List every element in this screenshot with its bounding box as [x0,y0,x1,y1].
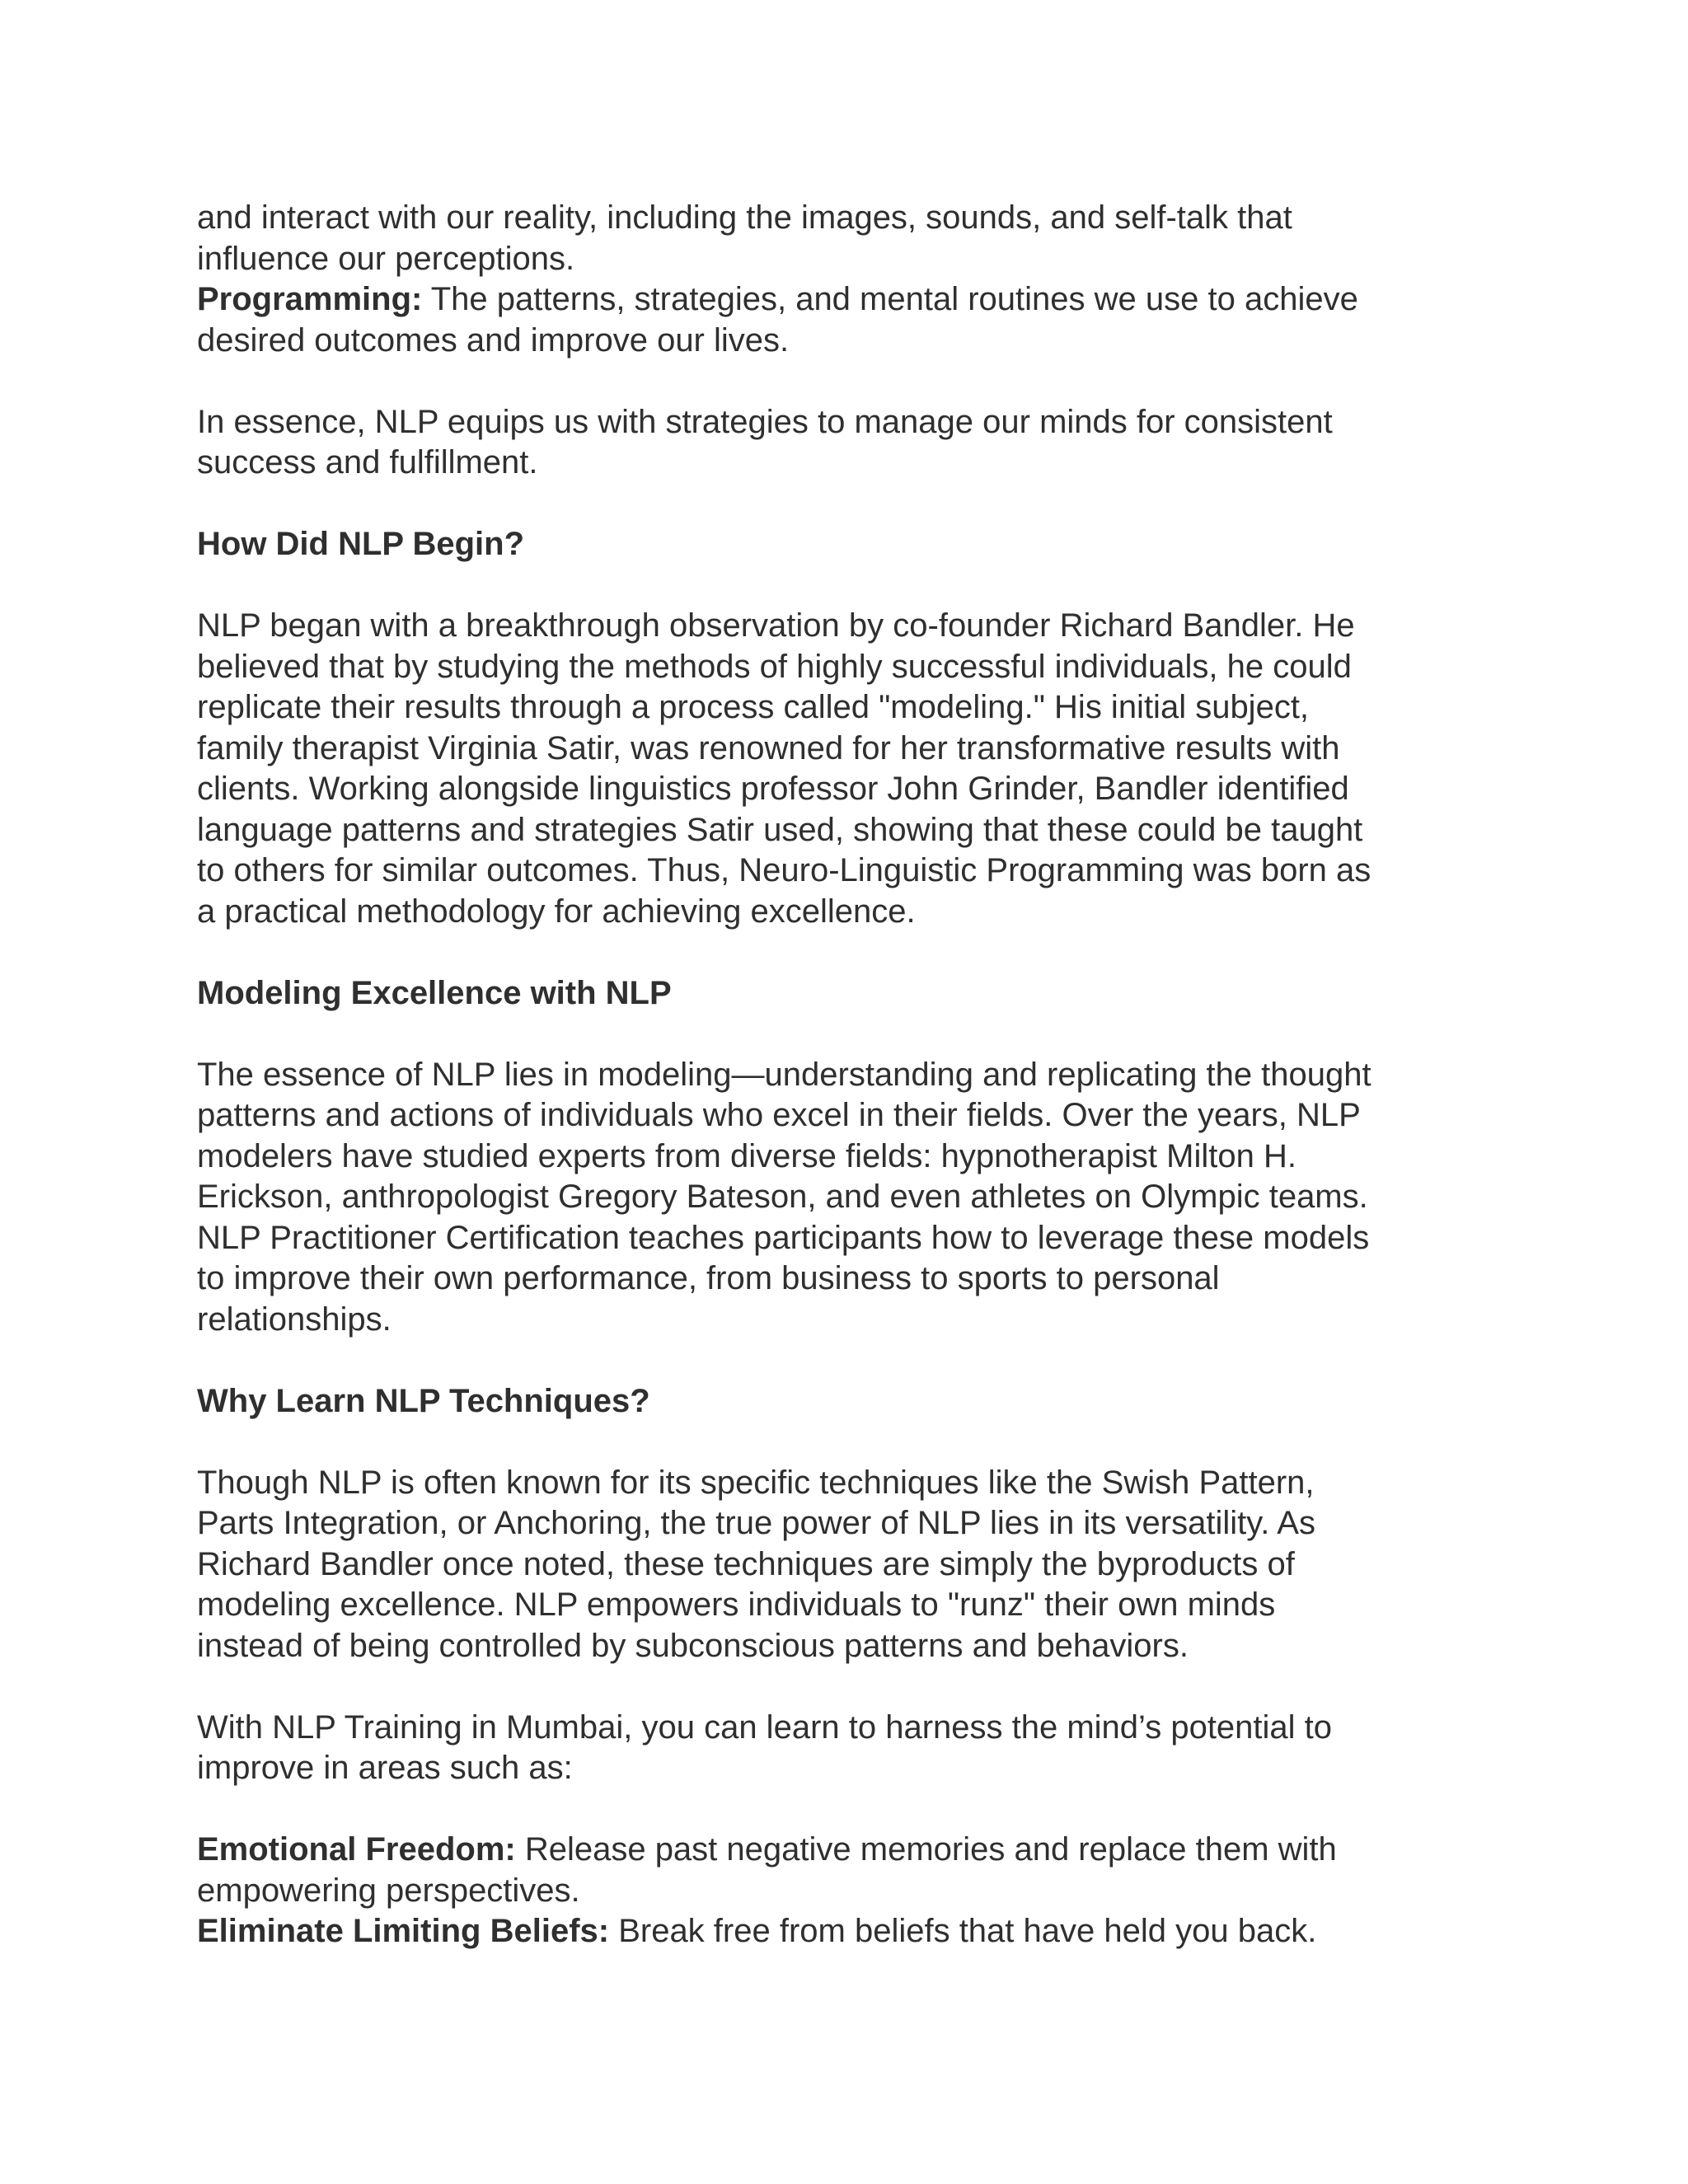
programming-text-line-2: desired outcomes and improve our lives. [197,321,790,359]
benefit-term: Emotional Freedom: [197,1831,516,1868]
programming-text-line-1: The patterns, strategies, and mental routines we use to achieve [422,281,1358,317]
paragraph-nlp-training-mumbai: With NLP Training in Mumbai, you can learn to harness the mind’s potential to improve in areas such as: [197,1708,1333,1786]
heading-how-nlp-began: How Did NLP Begin? [197,526,525,562]
intro-continuation-line-1: and interact with our reality, including the images, sounds, and self-talk that [197,199,1292,236]
intro-continuation-line-2: influence our perceptions. [197,240,575,277]
programming-definition [197,279,1483,361]
benefit-emotional-freedom: Emotional Freedom: Release past negative memories and replace them with empowering perspectives. [197,1831,1337,1909]
essence-summary: In essence, NLP equips us with strategies to manage our minds for consistent success and fulfillment. [197,403,1333,480]
heading-why-learn-nlp: Why Learn NLP Techniques? [197,1382,650,1419]
intro-continuation [197,198,1483,279]
benefit-eliminate-limiting-beliefs [197,1911,1483,1952]
programming-term: Programming: [197,281,423,317]
paragraph-modeling-excellence: The essence of NLP lies in modeling—understanding and replicating the thought patterns and actions of individuals who excel in their fields. Over the years, NLP modelers have studied experts from diverse fields: hypnotherapist Milton H. Erickson, anthropologist Gregory Bateson, and even athletes on Olympic teams. NLP Practitioner Certification teaches participants how to leverage these models to improve their own performance, from business to sports to personal relationships. [197,1056,1372,1338]
document-page [197,198,1483,1952]
benefit-text: Break free from beliefs that have held you back. [609,1913,1317,1949]
benefit-term: Eliminate Limiting Beliefs: [197,1913,610,1949]
paragraph-why-learn-nlp: Though NLP is often known for its specific techniques like the Swish Pattern, Parts Integration, or Anchoring, the true power of NLP lies in its versatility. As Richard Bandler once noted, these techniques are simply the byproducts of modeling excellence. NLP empowers individuals to "runz" their own minds instead of being controlled by subconscious patterns and behaviors. [197,1464,1315,1664]
heading-modeling-excellence: Modeling Excellence with NLP [197,974,672,1011]
paragraph-how-nlp-began: NLP began with a breakthrough observation by co-founder Richard Bandler. He believed that by studying the methods of highly successful individuals, he could replicate their results through a process called "modeling." His initial subject, family therapist Virginia Satir, was renowned for her transformative results with clients. Working alongside linguistics professor John Grinder, Bandler identified language patterns and strategies Satir used, showing that these could be taught to others for similar outcomes. Thus, Neuro-Linguistic Programming was born as a practical methodology for achieving excellence. [197,607,1372,930]
